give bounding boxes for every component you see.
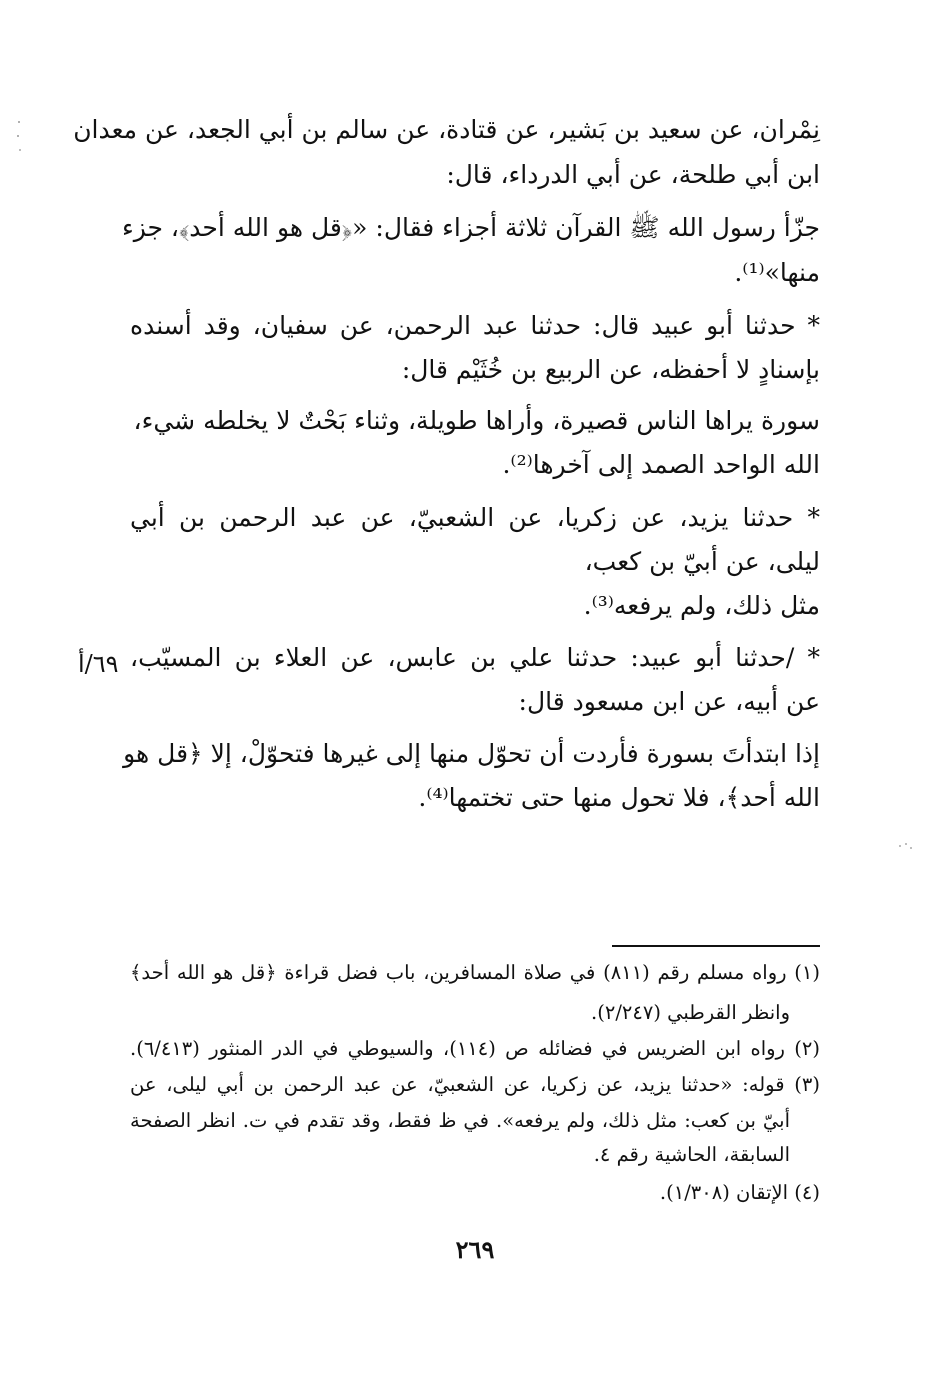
- footnote-separator: [612, 945, 820, 947]
- text-line-14: إذا ابتدأتَ بسورة فأردت أن تحوّل منها إلى غيرها فتحوّلْ، إلا ﴿قل هو: [123, 739, 820, 768]
- footnote-3-line-3: السابقة، الحاشية رقم ٤.: [593, 1143, 790, 1166]
- text-line-3: جزّأ رسول الله ﷺ القرآن ثلاثة أجزاء فقال: «﴿قل هو الله أحد﴾، جزء: [121, 213, 820, 242]
- text-line-9: * حدثنا يزيد، عن زكريا، عن الشعبيّ، عن عبد الرحمن بن أبي: [130, 503, 820, 532]
- text-line-10: ليلى، عن أبيّ بن كعب،: [584, 547, 820, 576]
- text-line-6: بإسنادٍ لا أحفظه، عن الربيع بن خُثَيْم قال:: [401, 355, 820, 384]
- text-line-13: عن أبيه، عن ابن مسعود قال:: [518, 687, 820, 716]
- footnote-3-line-1: (٣) قوله: «حدثنا يزيد، عن زكريا، عن الشعبيّ، عن عبد الرحمن بن أبي ليلى، عن: [130, 1073, 820, 1096]
- margin-folio-note: ٦٩/أ: [78, 650, 119, 678]
- text-line-4: منها»⁽¹⁾.: [734, 258, 820, 287]
- page-number: ٢٦٩: [455, 1235, 495, 1264]
- text-line-7: سورة يراها الناس قصيرة، وأراها طويلة، وثناء بَحْتٌ لا يخلطه شيء،: [133, 406, 820, 435]
- text-line-2: ابن أبي طلحة، عن أبي الدرداء، قال:: [446, 160, 820, 189]
- text-line-8: الله الواحد الصمد إلى آخرها⁽²⁾.: [502, 450, 820, 479]
- footnote-2: (٢) رواه ابن الضريس في فضائله ص (١١٤)، والسيوطي في الدر المنثور (٦/٤١٣).: [130, 1037, 820, 1060]
- footnote-1-line-1: (١) رواه مسلم رقم (٨١١) في صلاة المسافرين، باب فضل قراءة ﴿قل هو الله أحد﴾: [130, 961, 821, 984]
- footnote-4: (٤) الإتقان (١/٣٠٨).: [659, 1181, 820, 1204]
- footnote-3-line-2: أبيّ بن كعب: مثل ذلك، ولم يرفعه». في ظ فقط، وقد تقدم في ت. انظر الصفحة: [130, 1109, 790, 1132]
- text-line-1: نِمْران، عن سعيد بن بَشير، عن قتادة، عن سالم بن أبي الجعد، عن معدان: [73, 115, 820, 144]
- footnote-1-line-2: وانظر القرطبي (٢/٢٤٧).: [591, 1001, 790, 1024]
- text-line-15: الله أحد﴾، فلا تحول منها حتى تختمها⁽⁴⁾.: [418, 783, 820, 812]
- scan-speck-left: [14, 118, 24, 158]
- scan-speck-right: [896, 840, 916, 856]
- text-line-12: * /حدثنا أبو عبيد: حدثنا علي بن عابس، عن العلاء بن المسيّب،: [130, 643, 820, 672]
- text-line-5: * حدثنا أبو عبيد قال: حدثنا عبد الرحمن، عن سفيان، وقد أسنده: [130, 311, 820, 340]
- text-line-11: مثل ذلك، ولم يرفعه⁽³⁾.: [583, 591, 820, 620]
